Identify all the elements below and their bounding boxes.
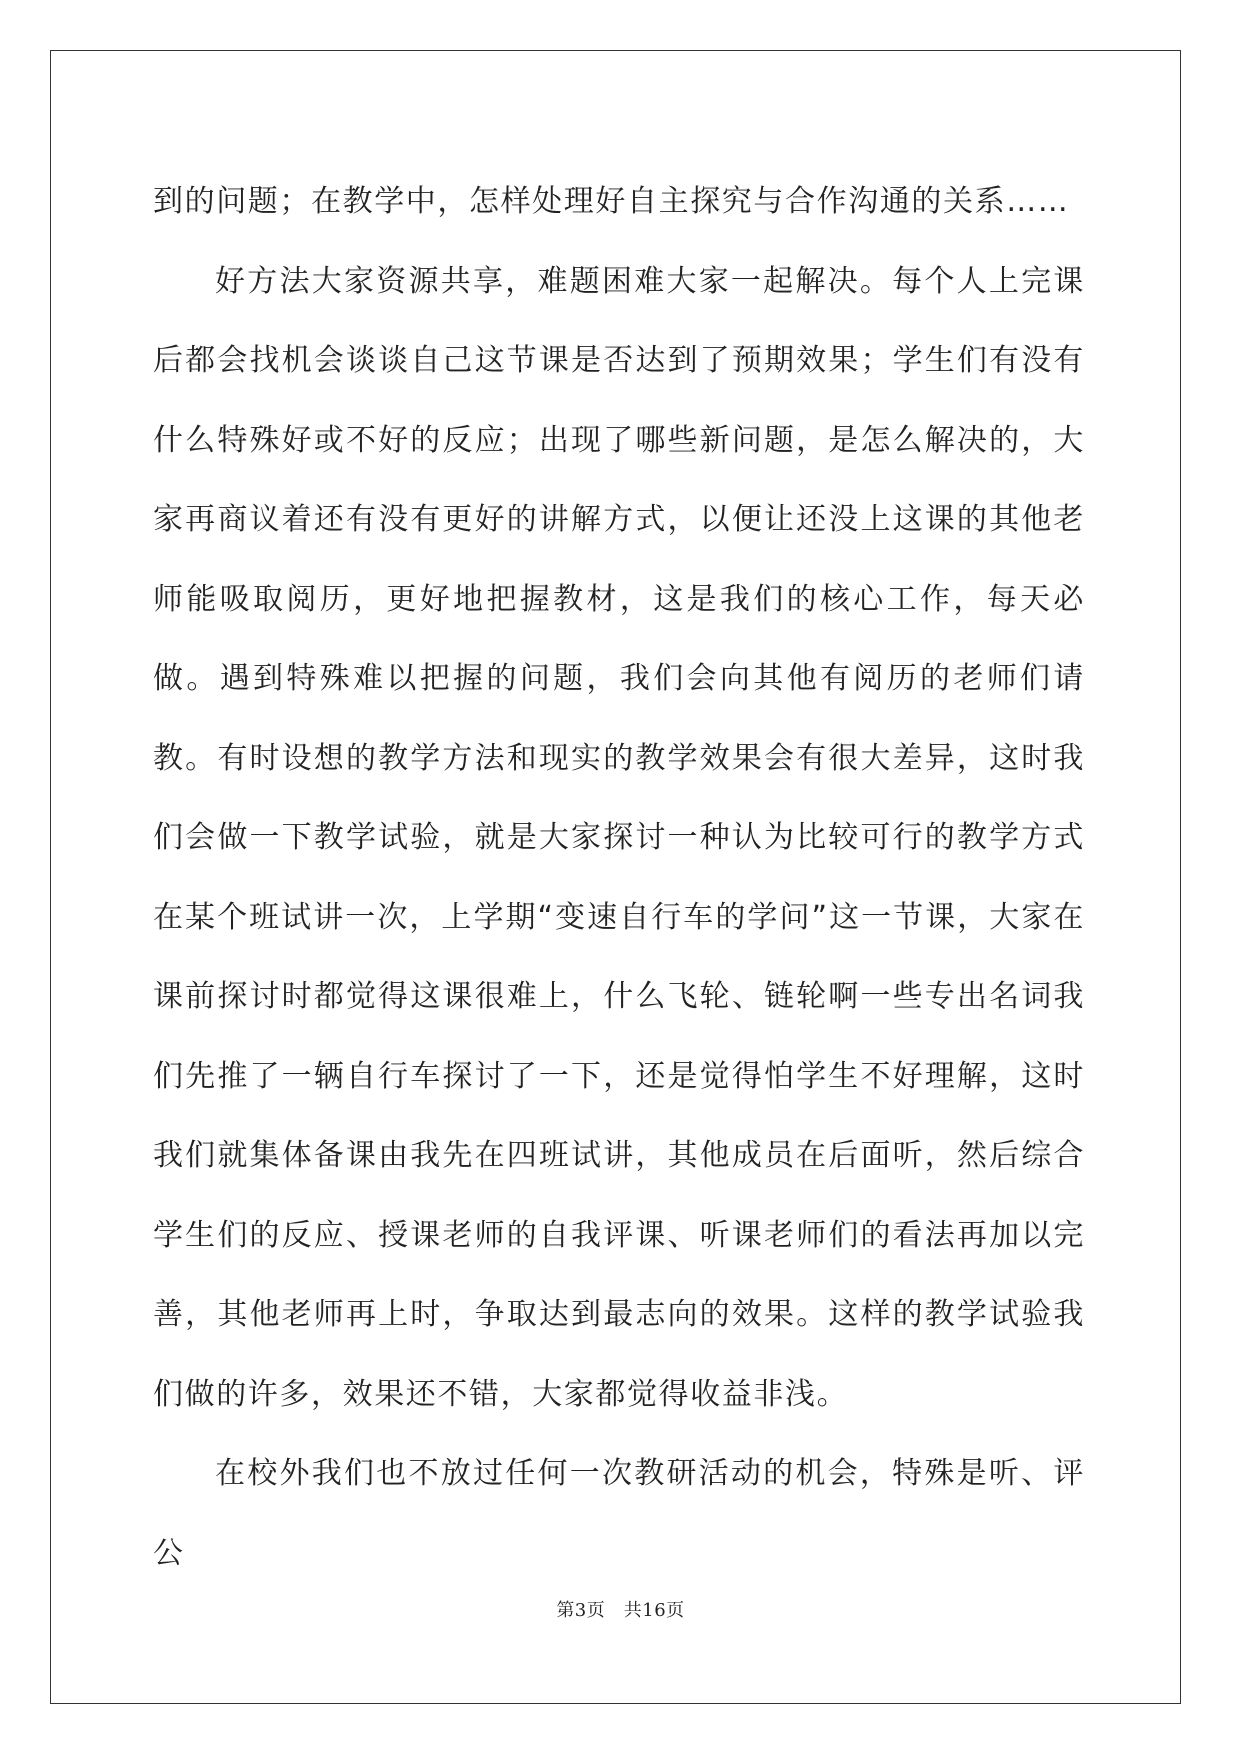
paragraph-lesson-sharing: 好方法大家资源共享，难题困难大家一起解决。每个人上完课后都会找机会谈谈自己这节课是否达到了预期效果；学生们有没有什么特殊好或不好的反应；出现了哪些新问题，是怎么解决的，大家再商议着还有没有更好的讲解方式，以便让还没上这课的其他老师能吸取阅历，更好地把握教材，这是我们的核心工作，每天必做。遇到特殊难以把握的问题，我们会向其他有阅历的老师们请教。有时设想的教学方法和现实的教学效果会有很大差异，这时我们会做一下教学试验，就是大家探讨一种认为比较可行的教学方式在某个班试讲一次，上学期“变速自行车的学问”这一节课，大家在课前探讨时都觉得这课很难上，什么飞轮、链轮啊一些专出名词我们先推了一辆自行车探讨了一下，还是觉得怕学生不好理解，这时我们就集体备课由我先在四班试讲，其他成员在后面听，然后综合学生们的反应、授课老师的自我评课、听课老师们的看法再加以完善，其他老师再上时，争取达到最志向的效果。这样的教学试验我们做的许多，效果还不错，大家都觉得收益非浅。: [153, 263, 1085, 1412]
paragraph-continuation: 到的问题；在教学中，怎样处理好自主探究与合作沟通的关系……: [153, 184, 1070, 219]
paragraph-external-activities: 在校外我们也不放过任何一次教研活动的机会，特殊是听、评公: [153, 1456, 1085, 1571]
page-number: 第3页 共16页: [556, 1600, 685, 1621]
document-body: [153, 162, 1085, 1593]
page-footer: [0, 1596, 1241, 1622]
